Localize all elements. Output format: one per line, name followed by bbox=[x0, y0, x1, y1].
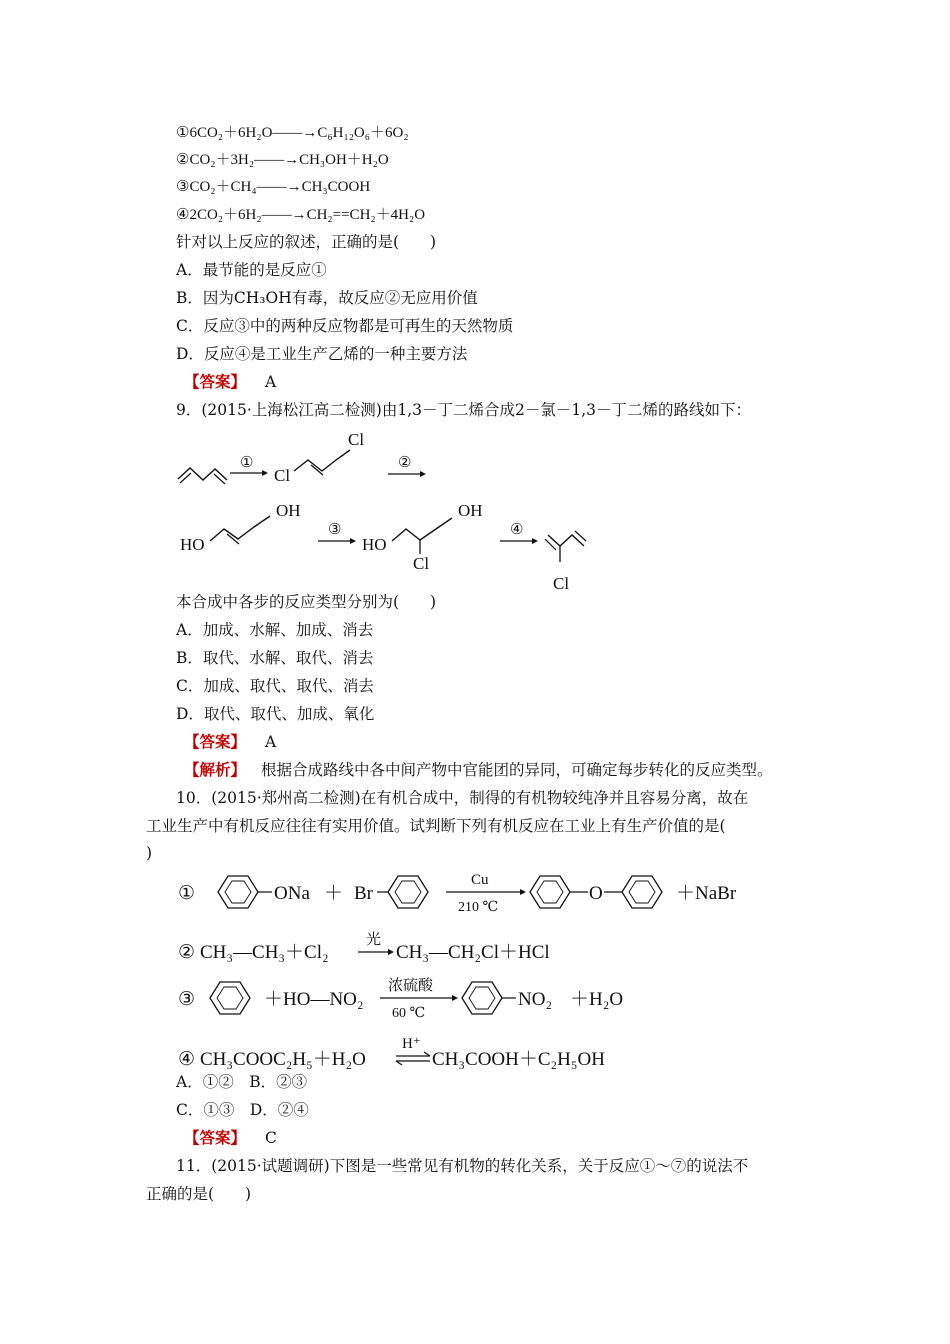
benzene-ring-2 bbox=[388, 876, 428, 908]
condition-acid: H⁺ bbox=[402, 1036, 421, 1052]
ether-o-label: O bbox=[589, 883, 603, 904]
ho-label-2: HO bbox=[362, 535, 387, 554]
nitric-acid-reagent: ＋HO—NO₂ bbox=[264, 989, 364, 1010]
step-2-label: ② bbox=[398, 455, 412, 471]
chloroprene-structure bbox=[548, 535, 584, 546]
nitro-group-label: NO₂ bbox=[518, 989, 553, 1010]
reaction-2-products: CH₃—CH₂Cl＋HCl bbox=[396, 942, 550, 963]
reaction-1-number: ① bbox=[178, 883, 196, 904]
dichlorobutene-structure bbox=[294, 450, 350, 471]
chlorobutanediol-structure bbox=[392, 518, 452, 541]
q10-options-row-1: A．①② B．②③ bbox=[176, 1073, 308, 1091]
cl-label-4: Cl bbox=[553, 574, 570, 593]
nabr-label: ＋NaBr bbox=[676, 883, 737, 904]
step-3-label: ③ bbox=[328, 522, 342, 538]
answer-value: A bbox=[264, 373, 277, 391]
equation-2: ②CO₂＋3H₂——→CH₃OH＋H₂O bbox=[176, 152, 389, 168]
cl-label-right: Cl bbox=[348, 430, 365, 449]
q9-option-b: B．取代、水解、取代、消去 bbox=[176, 649, 374, 667]
q8-answer bbox=[184, 372, 276, 392]
answer-value: C bbox=[264, 1129, 277, 1147]
q9-stem: 9．(2015·上海松江高二检测)由1,3－丁二烯合成2－氯－1,3－丁二烯的路线如下： bbox=[176, 401, 751, 419]
q10-reaction-1 bbox=[170, 864, 770, 920]
q11-stem-line-1: 11．(2015·试题调研)下图是一些常见有机物的转化关系，关于反应①～⑦的说法不 bbox=[176, 1157, 749, 1175]
q10-answer bbox=[184, 1128, 277, 1148]
reaction-4-reactants: CH₃COOC₂H₅＋H₂O bbox=[200, 1049, 366, 1070]
cl-label-left: Cl bbox=[274, 466, 291, 485]
q10-reaction-4 bbox=[170, 1030, 770, 1076]
ho-label-1: HO bbox=[180, 535, 205, 554]
analysis-text: 根据合成路线中各中间产物中官能团的异同，可确定每步转化的反应类型。 bbox=[260, 761, 773, 779]
step-1-label: ① bbox=[240, 455, 254, 471]
butenediol-structure bbox=[210, 516, 270, 541]
q10-stem-line-2: 工业生产中有机反应往往有实用价值。试判断下列有机反应在工业上有生产价值的是( bbox=[146, 817, 726, 835]
benzene-ring-1 bbox=[218, 876, 258, 908]
q10-reaction-3 bbox=[170, 970, 770, 1026]
q9-synthesis-scheme bbox=[170, 428, 610, 598]
q10-stem-line-1: 10．(2015·郑州高二检测)在有机合成中，制得的有机物较纯净并且容易分离，故在 bbox=[176, 789, 749, 807]
br-label: Br bbox=[354, 883, 373, 904]
answer-label: 【答案】 bbox=[184, 372, 247, 391]
catalyst-cu: Cu bbox=[471, 872, 489, 888]
equation-4: ④2CO₂＋6H₂——→CH₂==CH₂＋4H₂O bbox=[176, 207, 426, 223]
answer-value: A bbox=[264, 733, 277, 751]
q10-reaction-2 bbox=[170, 924, 770, 970]
q9-question: 本合成中各步的反应类型分别为( ) bbox=[176, 593, 437, 611]
q8-option-a: A．最节能的是反应① bbox=[176, 261, 327, 279]
benzene-ring-4 bbox=[622, 876, 662, 908]
water-product: ＋H₂O bbox=[570, 989, 624, 1010]
plus-sign: ＋ bbox=[324, 883, 344, 904]
oh-label-1: OH bbox=[276, 501, 301, 520]
answer-label: 【答案】 bbox=[184, 732, 247, 751]
q9-answer bbox=[184, 732, 276, 752]
step-4-label: ④ bbox=[510, 522, 524, 538]
q8-option-b: B．因为CH₃OH有毒，故反应②无应用价值 bbox=[176, 289, 478, 307]
temperature-210: 210 ℃ bbox=[458, 900, 499, 915]
reaction-2-number: ② bbox=[178, 942, 196, 963]
benzene-ring-5 bbox=[210, 982, 250, 1014]
equation-1: ①6CO₂＋6H₂O——→C₆H₁₂O₆＋6O₂ bbox=[176, 125, 409, 141]
q9-option-c: C．加成、取代、取代、消去 bbox=[176, 677, 374, 695]
condition-sulfuric-acid: 浓硫酸 bbox=[388, 978, 434, 994]
q8-option-c: C．反应③中的两种反应物都是可再生的天然物质 bbox=[176, 317, 514, 335]
analysis-label: 【解析】 bbox=[184, 760, 247, 779]
q9-option-d: D．取代、取代、加成、氧化 bbox=[176, 705, 375, 723]
q10-stem-line-3: ) bbox=[146, 844, 153, 862]
reaction-4-number: ④ bbox=[178, 1049, 196, 1070]
q9-analysis bbox=[184, 760, 772, 780]
q8-option-d: D．反应④是工业生产乙烯的一种主要方法 bbox=[176, 345, 468, 363]
answer-label: 【答案】 bbox=[184, 1128, 247, 1147]
temperature-60: 60 ℃ bbox=[392, 1006, 426, 1021]
benzene-ring-6 bbox=[462, 982, 502, 1014]
condition-light: 光 bbox=[366, 932, 382, 948]
reaction-2-reactants: CH₃—CH₃＋Cl₂ bbox=[200, 942, 329, 963]
q11-stem-line-2: 正确的是( ) bbox=[146, 1185, 252, 1203]
reaction-3-number: ③ bbox=[178, 989, 196, 1010]
reaction-4-products: CH₃COOH＋C₂H₅OH bbox=[432, 1049, 605, 1070]
q8-stem: 针对以上反应的叙述，正确的是( ) bbox=[176, 233, 437, 251]
cl-label-3: Cl bbox=[413, 554, 430, 573]
oh-label-2: OH bbox=[458, 501, 483, 520]
ona-label: ONa bbox=[274, 883, 310, 904]
q10-options-row-2: C．①③ D．②④ bbox=[176, 1101, 309, 1119]
q9-option-a: A．加成、水解、加成、消去 bbox=[176, 621, 374, 639]
benzene-ring-3 bbox=[530, 876, 570, 908]
equation-3: ③CO₂＋CH₄——→CH₃COOH bbox=[176, 179, 371, 195]
